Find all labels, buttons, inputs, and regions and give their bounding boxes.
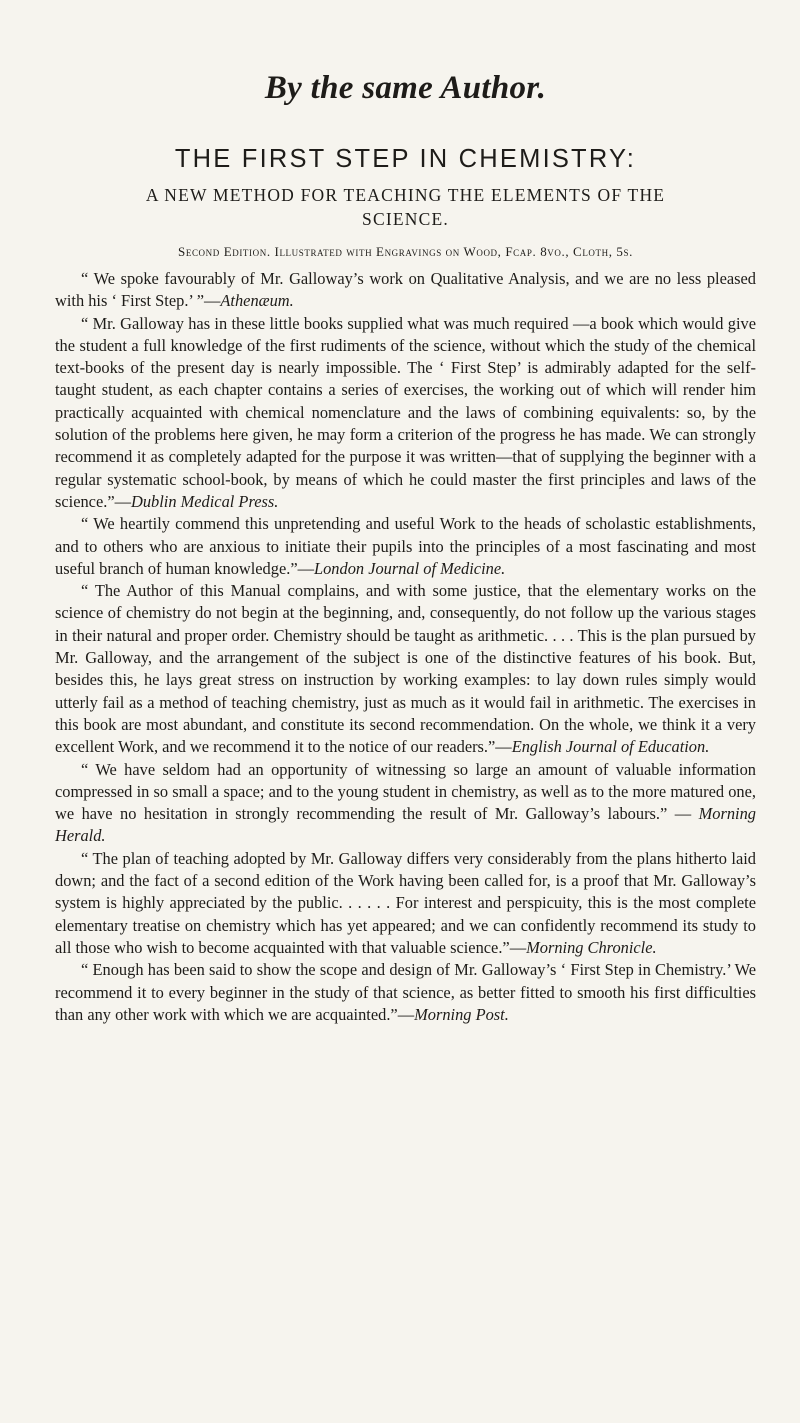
review-text: “ We have seldom had an opportunity of witnessing so large an amount of valuable information compressed in so small a space; and to the young student in chemistry, as well as to the more matured one, we have no hesitation in strongly recommending the result of Mr. Galloway’s labours.” — — [55, 759, 756, 824]
review-source: Dublin Medical Press. — [131, 491, 279, 511]
review-source: Morning Herald. — [55, 804, 756, 846]
review-source: Morning Chronicle. — [526, 937, 657, 957]
edition-line: Second Edition. Illustrated with Engravings on Wood, Fcap. 8vo., Cloth, 5s. — [178, 244, 633, 259]
review-text: “ Mr. Galloway has in these little books supplied what was much required —a book which would give the student a full knowledge of the first rudiments of the science, without which the study of the chemical text-books of the present day is nearly impossible. The ‘ First Step’ is admirably adapted for the self-taught student, as each chapter contains a series of exercises, the working out of which will render him practically acquainted with chemical nomenclature and the laws of combining equivalents: so, by the solution of the problems here given, he may form a criterion of the progress he has made. We can strongly recommend it as completely adapted for the purpose it was written—that of supplying the beginner with a regular systematic school-book, by means of which he could master the first principles and laws of the science.”— — [55, 313, 756, 511]
review-text: “ The Author of this Manual complains, and with some justice, that the elementary works on the science of chemistry do not begin at the beginning, and, consequently, do not follow up the various stages in their natural and proper order. Chemistry should be taught as arithmetic. . . . This is the plan pursued by Mr. Galloway, and the arrangement of the subject is one of the distinctive features of his book. But, besides this, he lays great stress on instruction by working examples: to lay down rules simply would utterly fail as a method of teaching chemistry, just as much as it would fail in arithmetic. The exercises in this book are most abundant, and constitute its second recommendation. On the whole, we think it a very excellent Work, and we recommend it to the notice of our readers.”— — [55, 581, 756, 757]
review-morning-post — [55, 959, 756, 1026]
review-text: “ The plan of teaching adopted by Mr. Galloway differs very considerably from the plans hitherto laid down; and the fact of a second edition of the Work having been called for, is a proof that Mr. Galloway’s system is highly appreciated by the public. . . . . . For interest and perspicuity, this is the most complete elementary treatise on chemistry which has yet appeared; and we can confidently recommend its study to all those who wish to become acquainted with that valuable science.”— — [55, 848, 756, 957]
review-morning-chronicle — [55, 848, 756, 959]
review-english-journal-of-education — [55, 580, 756, 758]
review-text: “ We heartily commend this unpretending and useful Work to the heads of scholastic establishments, and to others who are anxious to initiate their pupils into the principles of a most fascinating and most useful branch of human knowledge.”— — [55, 514, 756, 578]
book-subtitle — [55, 183, 756, 231]
book-subtitle-line-1: A NEW METHOD FOR TEACHING THE ELEMENTS OF THE — [145, 185, 666, 205]
running-header: By the same Author. — [264, 70, 547, 106]
review-morning-herald — [55, 759, 756, 848]
review-dublin-medical-press — [55, 313, 756, 514]
review-source: Morning Post. — [414, 1004, 509, 1024]
review-source: London Journal of Medicine. — [314, 558, 506, 578]
review-text: “ We spoke favourably of Mr. Galloway’s work on Qualitative Analysis, and we are no less pleased with his ‘ First Step.’ ”— — [55, 269, 756, 311]
review-text: “ Enough has been said to show the scope and design of Mr. Galloway’s ‘ First Step in Chemistry.’ We recommend it to every beginner in the study of that science, as better fitted to smooth his first difficulties than any other work with which we are acquainted.”— — [55, 960, 756, 1024]
book-subtitle-line-2: SCIENCE. — [362, 209, 449, 229]
review-london-journal-of-medicine — [55, 513, 756, 580]
review-athenaeum — [55, 268, 756, 313]
review-source: English Journal of Education. — [511, 737, 710, 757]
review-source: Athenæum. — [220, 291, 294, 311]
book-title: THE FIRST STEP IN CHEMISTRY: — [174, 145, 637, 173]
review-list — [55, 268, 756, 1026]
